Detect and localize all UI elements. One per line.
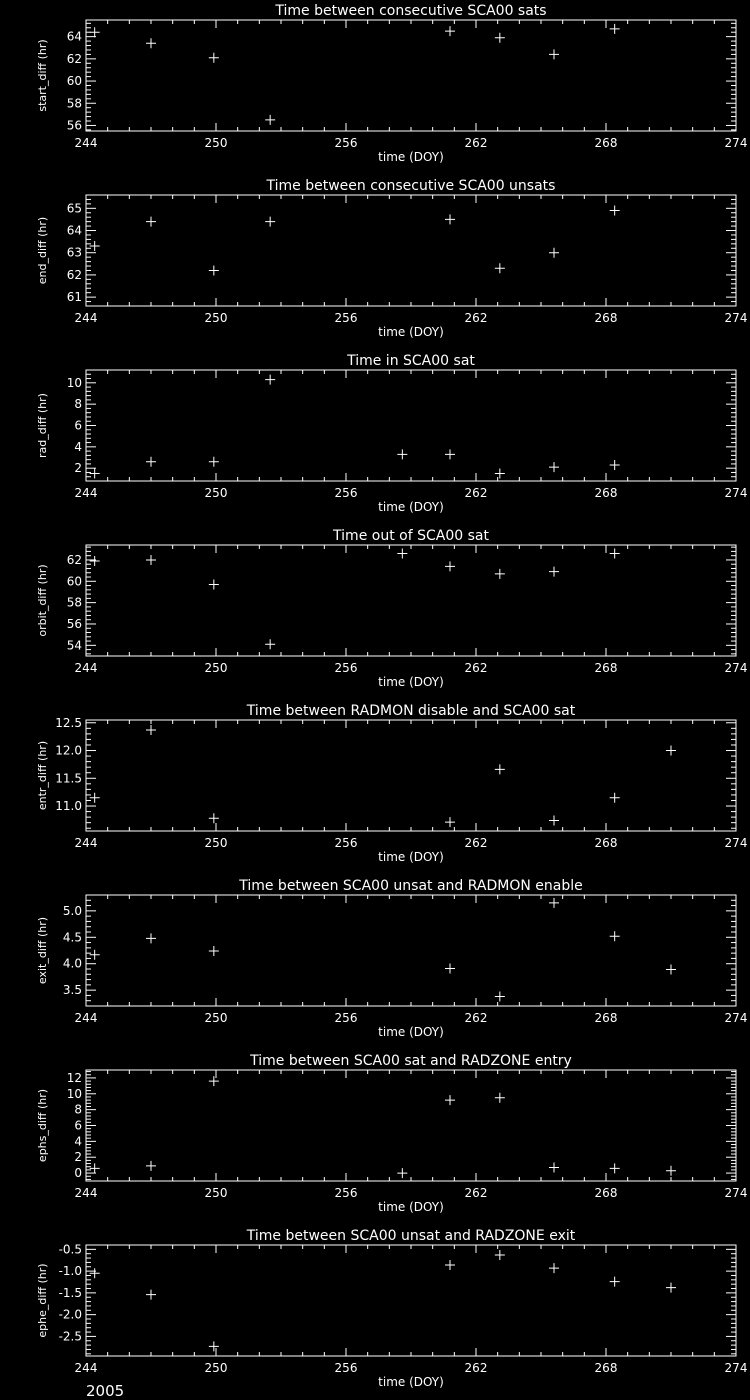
y-tick-label: 60: [66, 74, 82, 89]
plot-frame: [86, 1245, 736, 1356]
data-point: [445, 817, 455, 827]
x-tick-label: 268: [594, 1011, 618, 1025]
data-point: [209, 579, 219, 589]
x-tick-label: 268: [594, 1186, 618, 1200]
x-axis-label: time (DOY): [378, 1025, 444, 1039]
x-tick-label: 244: [74, 1186, 98, 1200]
x-tick-label: 268: [594, 136, 618, 150]
data-point: [445, 449, 455, 459]
y-tick-label: 56: [66, 118, 82, 133]
y-tick-label: 8: [74, 397, 82, 412]
data-point: [209, 946, 219, 956]
data-point: [265, 639, 275, 649]
x-tick-label: 274: [724, 311, 748, 325]
chart-panel-3: [36, 353, 747, 514]
x-tick-label: 268: [594, 1361, 618, 1375]
data-point: [90, 1163, 100, 1173]
y-tick-label: 4.0: [62, 956, 82, 971]
y-axis-label: ephe_diff (hr): [36, 1263, 49, 1338]
data-point: [146, 1161, 156, 1171]
data-point: [146, 457, 156, 467]
data-point: [397, 449, 407, 459]
chart-panel-1: [36, 3, 747, 164]
data-point: [495, 33, 505, 43]
y-tick-label: 0: [74, 1166, 82, 1181]
chart-title: Time out of SCA00 sat: [333, 528, 489, 544]
y-tick-label: 63: [66, 245, 82, 260]
y-tick-label: -1.0: [58, 1264, 82, 1279]
y-tick-label: 12.5: [55, 715, 82, 730]
chart-title: Time between SCA00 unsat and RADMON enable: [239, 878, 583, 894]
x-tick-label: 274: [724, 1011, 748, 1025]
y-tick-label: 6: [74, 418, 82, 433]
y-axis-label: orbit_diff (hr): [36, 564, 49, 637]
data-point: [495, 469, 505, 479]
y-tick-label: -2.5: [58, 1329, 82, 1344]
y-axis-label: entr_diff (hr): [36, 740, 49, 811]
x-axis-label: time (DOY): [378, 850, 444, 864]
data-point: [549, 1263, 559, 1273]
y-tick-label: 54: [66, 638, 82, 653]
data-point: [146, 38, 156, 48]
y-axis-label: end_diff (hr): [36, 216, 49, 285]
chart-panel-5: [36, 703, 747, 864]
x-axis-label: time (DOY): [378, 675, 444, 689]
data-point: [445, 963, 455, 973]
data-point: [666, 746, 676, 756]
chart-title: Time between consecutive SCA00 sats: [275, 3, 547, 19]
x-tick-label: 268: [594, 836, 618, 850]
plot-frame: [86, 545, 736, 656]
data-point: [495, 1093, 505, 1103]
x-tick-label: 274: [724, 1186, 748, 1200]
x-tick-label: 250: [204, 136, 228, 150]
y-tick-label: 62: [66, 51, 82, 66]
data-point: [397, 1168, 407, 1178]
x-tick-label: 250: [204, 1361, 228, 1375]
y-axis-label: exit_diff (hr): [36, 916, 49, 985]
y-tick-label: 4: [74, 439, 82, 454]
footer-year: 2005: [86, 1382, 125, 1400]
data-point: [90, 793, 100, 803]
x-tick-label: 244: [74, 486, 98, 500]
data-point: [146, 933, 156, 943]
y-tick-label: 2: [74, 1150, 82, 1165]
x-tick-label: 262: [464, 1011, 488, 1025]
x-tick-label: 256: [334, 311, 358, 325]
y-tick-label: 61: [66, 290, 82, 305]
data-point: [495, 991, 505, 1001]
y-tick-label: 6: [74, 1118, 82, 1133]
data-point: [666, 1166, 676, 1176]
chart-title: Time between consecutive SCA00 unsats: [266, 178, 556, 194]
x-tick-label: 262: [464, 661, 488, 675]
x-axis-label: time (DOY): [378, 150, 444, 164]
data-point: [146, 725, 156, 735]
y-tick-label: 60: [66, 574, 82, 589]
data-point: [549, 815, 559, 825]
y-tick-label: -0.5: [58, 1242, 82, 1257]
x-tick-label: 268: [594, 486, 618, 500]
data-point: [549, 248, 559, 258]
data-point: [666, 965, 676, 975]
x-tick-label: 244: [74, 311, 98, 325]
chart-panel-6: [36, 878, 747, 1039]
plot-frame: [86, 370, 736, 481]
y-tick-label: 10: [66, 1086, 82, 1101]
data-point: [445, 1260, 455, 1270]
x-tick-label: 244: [74, 136, 98, 150]
x-tick-label: 256: [334, 136, 358, 150]
data-point: [549, 1163, 559, 1173]
plot-frame: [86, 1070, 736, 1181]
y-tick-label: 3.5: [62, 983, 82, 998]
chart-panel-2: [36, 178, 747, 339]
data-point: [495, 263, 505, 273]
y-tick-label: 12: [66, 1070, 82, 1085]
data-point: [265, 217, 275, 227]
data-point: [90, 556, 100, 566]
x-tick-label: 250: [204, 1011, 228, 1025]
x-tick-label: 262: [464, 1186, 488, 1200]
x-tick-label: 274: [724, 836, 748, 850]
data-point: [209, 1076, 219, 1086]
plot-frame: [86, 895, 736, 1006]
y-tick-label: 4.5: [62, 930, 82, 945]
x-axis-label: time (DOY): [378, 1200, 444, 1214]
x-tick-label: 262: [464, 311, 488, 325]
y-tick-label: 64: [66, 223, 82, 238]
data-point: [146, 555, 156, 565]
x-tick-label: 262: [464, 486, 488, 500]
data-point: [265, 115, 275, 125]
data-point: [610, 206, 620, 216]
y-tick-label: 62: [66, 267, 82, 282]
data-point: [146, 217, 156, 227]
y-tick-label: 4: [74, 1134, 82, 1149]
data-point: [90, 469, 100, 479]
data-point: [397, 549, 407, 559]
data-point: [610, 793, 620, 803]
y-axis-label: ephs_diff (hr): [36, 1088, 49, 1163]
y-tick-label: 62: [66, 552, 82, 567]
chart-title: Time in SCA00 sat: [347, 353, 475, 369]
x-tick-label: 262: [464, 1361, 488, 1375]
x-axis-label: time (DOY): [378, 500, 444, 514]
y-tick-label: 58: [66, 96, 82, 111]
x-tick-label: 256: [334, 1186, 358, 1200]
y-tick-label: 65: [66, 201, 82, 216]
x-tick-label: 244: [74, 1011, 98, 1025]
y-tick-label: 56: [66, 616, 82, 631]
y-tick-label: 12.0: [55, 743, 82, 758]
x-tick-label: 250: [204, 311, 228, 325]
data-point: [90, 950, 100, 960]
chart-title: Time between SCA00 unsat and RADZONE exit: [246, 1228, 576, 1244]
x-tick-label: 250: [204, 661, 228, 675]
data-point: [445, 1095, 455, 1105]
x-tick-label: 262: [464, 836, 488, 850]
data-point: [90, 241, 100, 251]
data-point: [209, 1341, 219, 1351]
x-tick-label: 274: [724, 1361, 748, 1375]
data-point: [265, 375, 275, 385]
data-point: [549, 49, 559, 59]
data-point: [666, 1283, 676, 1293]
x-tick-label: 244: [74, 1361, 98, 1375]
data-point: [209, 265, 219, 275]
data-point: [90, 27, 100, 37]
data-point: [146, 1290, 156, 1300]
data-point: [610, 1163, 620, 1173]
data-point: [495, 1250, 505, 1260]
chart-panel-7: [36, 1053, 747, 1214]
data-point: [445, 561, 455, 571]
data-point: [549, 567, 559, 577]
y-axis-label: rad_diff (hr): [36, 393, 49, 458]
x-axis-label: time (DOY): [378, 325, 444, 339]
plot-frame: [86, 720, 736, 831]
y-tick-label: 8: [74, 1102, 82, 1117]
y-tick-label: -2.0: [58, 1307, 82, 1322]
data-point: [209, 53, 219, 63]
chart-title: Time between RADMON disable and SCA00 sat: [246, 703, 576, 719]
chart-title: Time between SCA00 sat and RADZONE entry: [250, 1053, 572, 1069]
x-tick-label: 256: [334, 1361, 358, 1375]
data-point: [495, 764, 505, 774]
x-tick-label: 268: [594, 311, 618, 325]
data-point: [209, 813, 219, 823]
x-tick-label: 250: [204, 1186, 228, 1200]
data-point: [610, 460, 620, 470]
chart-panel-8: [36, 1228, 747, 1389]
x-tick-label: 268: [594, 661, 618, 675]
data-point: [445, 26, 455, 36]
x-tick-label: 256: [334, 1011, 358, 1025]
data-point: [445, 214, 455, 224]
data-point: [610, 24, 620, 34]
chart-panel-4: [36, 528, 747, 689]
x-tick-label: 262: [464, 136, 488, 150]
y-tick-label: -1.5: [58, 1285, 82, 1300]
x-tick-label: 244: [74, 661, 98, 675]
y-tick-label: 64: [66, 29, 82, 44]
data-point: [549, 462, 559, 472]
data-point: [610, 549, 620, 559]
x-tick-label: 244: [74, 836, 98, 850]
x-axis-label: time (DOY): [378, 1375, 444, 1389]
x-tick-label: 256: [334, 486, 358, 500]
x-tick-label: 250: [204, 486, 228, 500]
y-tick-label: 58: [66, 595, 82, 610]
data-point: [495, 569, 505, 579]
data-point: [610, 1277, 620, 1287]
plot-frame: [86, 195, 736, 306]
plot-frame: [86, 20, 736, 131]
y-tick-label: 2: [74, 461, 82, 476]
x-tick-label: 274: [724, 661, 748, 675]
x-tick-label: 274: [724, 486, 748, 500]
x-tick-label: 256: [334, 836, 358, 850]
x-tick-label: 256: [334, 661, 358, 675]
x-tick-label: 274: [724, 136, 748, 150]
y-axis-label: start_diff (hr): [36, 39, 49, 112]
data-point: [209, 457, 219, 467]
data-point: [610, 931, 620, 941]
y-tick-label: 11.0: [55, 799, 82, 814]
x-tick-label: 250: [204, 836, 228, 850]
y-tick-label: 5.0: [62, 903, 82, 918]
data-point: [549, 898, 559, 908]
data-point: [90, 1268, 100, 1278]
y-tick-label: 11.5: [55, 771, 82, 786]
y-tick-label: 10: [66, 375, 82, 390]
